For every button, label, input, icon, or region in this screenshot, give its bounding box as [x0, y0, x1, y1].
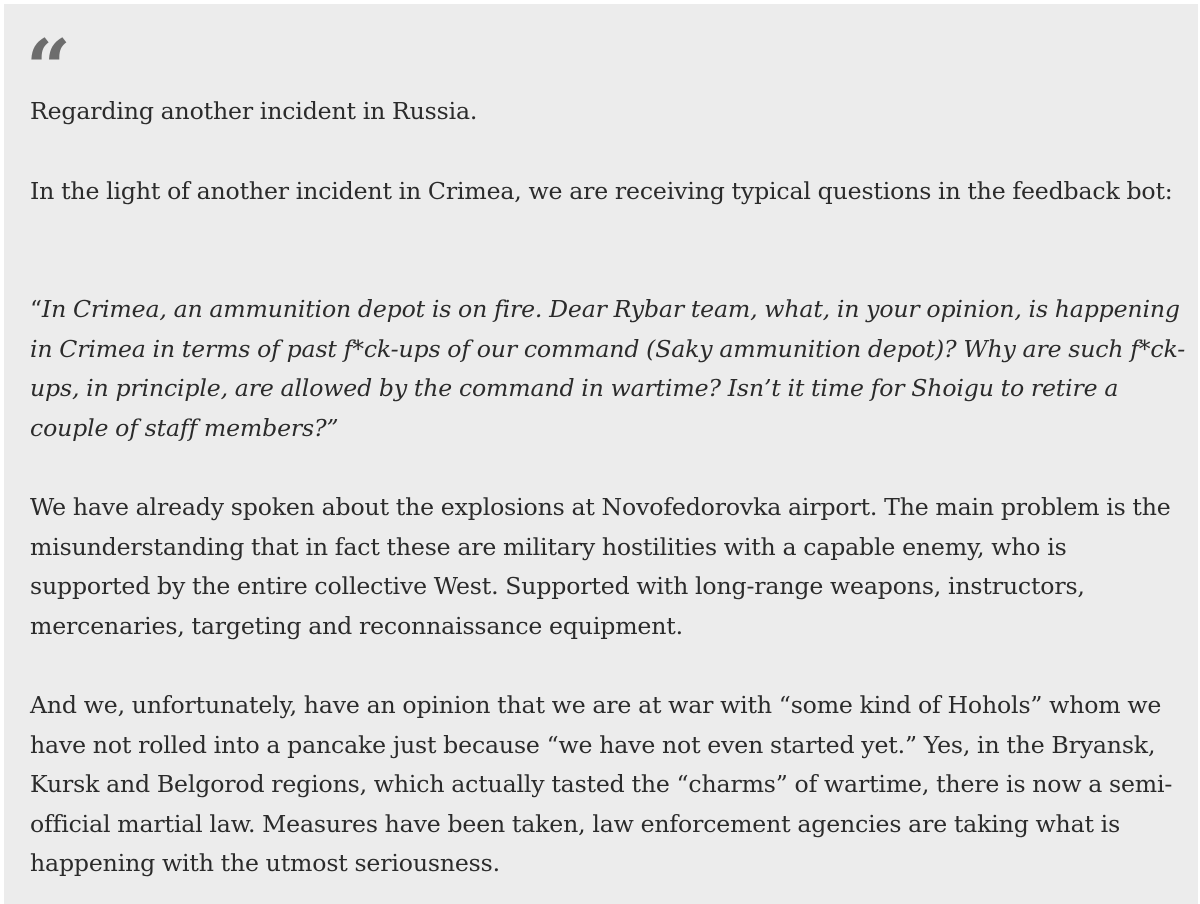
- paragraph-reader-question: [30, 290, 1190, 448]
- blockquote-card: [4, 4, 1198, 904]
- reader-question-text: In Crimea, an ammunition depot is on fire. Dear Rybar team, what, in your opinion, is happening in Crimea in terms of past f*ck-ups of our command (Saky ammunition depot)? Why are such f*ck-ups, in principle, are allowed by the command in wartime? Isn’t it time for Shoigu to retire a couple of staff members?”: [30, 295, 1186, 442]
- paragraph-context: In the light of another incident in Crimea, we are receiving typical questions in the feedback bot:: [30, 177, 1173, 205]
- paragraph-opinion: And we, unfortunately, have an opinion that we are at war with “some kind of Hohols” whom we have not rolled into a pancake just because “we have not even started yet.” Yes, in the Bryansk, Kursk and Belgorod regions, which actually tasted the “charms” of wartime, there is now a semi-official martial law. Measures have been taken, law enforcement agencies are taking what is happening with the utmost seriousness.: [30, 691, 1173, 877]
- paragraph-intro: Regarding another incident in Russia.: [30, 97, 478, 125]
- quote-mark-icon: “: [26, 23, 69, 114]
- reader-question-open-quote: “: [30, 295, 42, 323]
- paragraph-response: We have already spoken about the explosions at Novofedorovka airport. The main problem is the misunderstanding that in fact these are military hostilities with a capable enemy, who is supported by the entire collective West. Supported with long-range weapons, instructors, mercenaries, targeting and reconnaissance equipment.: [30, 493, 1171, 640]
